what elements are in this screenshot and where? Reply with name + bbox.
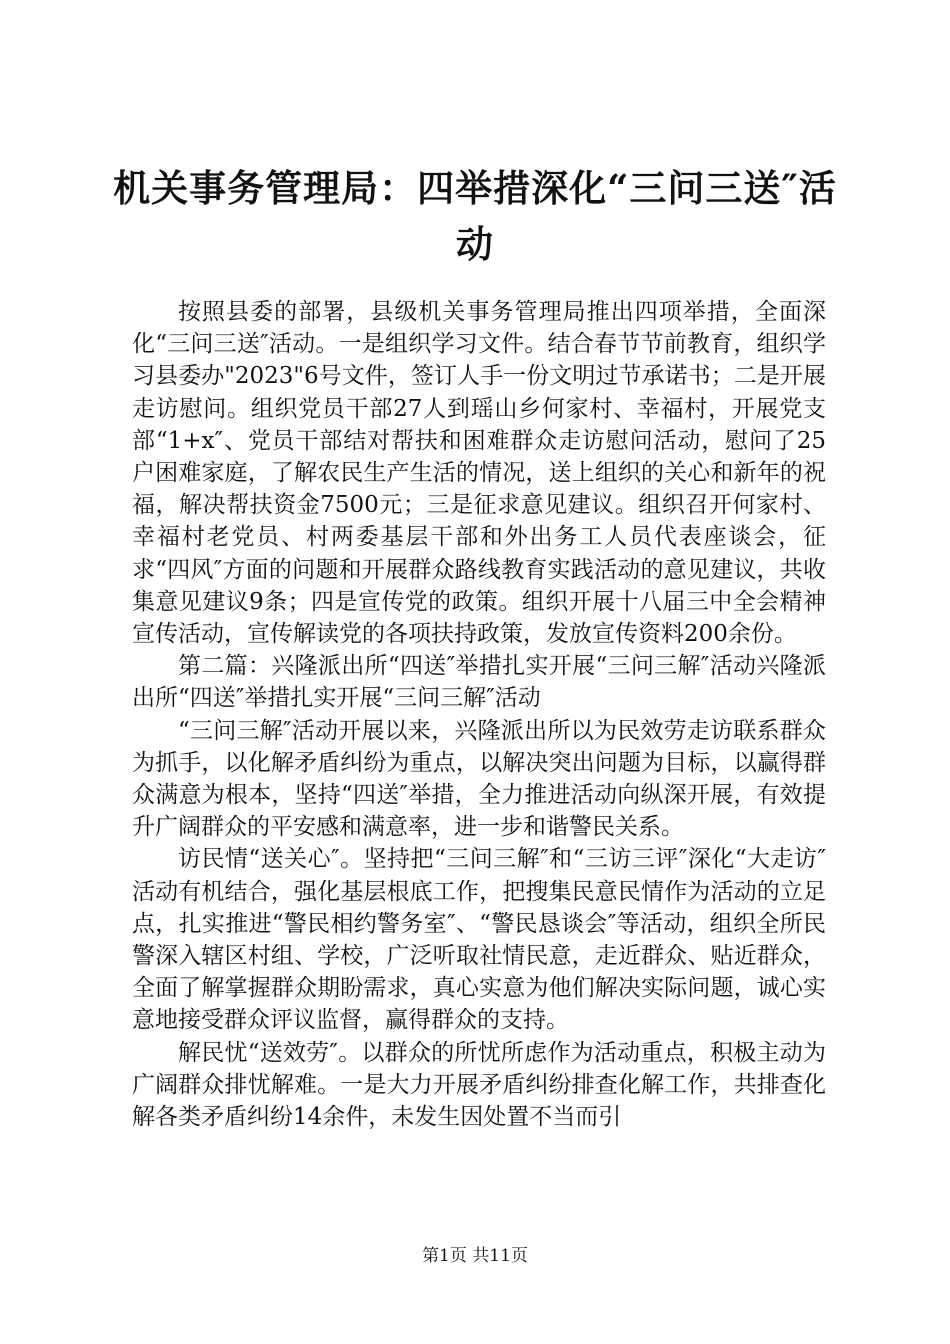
paragraph: 按照县委的部署，县级机关事务管理局推出四项举措，全面深化“三问三送″活动。一是组织学习文件。结合春节节前教育，组织学习县委办"2023"6号文件，签订人手一份文明过节承诺书；二是开展走访慰问。组织党员干部27人到瑶山乡何家村、幸福村，开展党支部“1+x″、党员干部结对帮扶和困难群众走访慰问活动，慰问了25户困难家庭，了解农民生产生活的情况，送上组织的关心和新年的祝福，解决帮扶资金7500元；三是征求意见建议。组织召开何家村、幸福村老党员、村两委基层干部和外出务工人员代表座谈会，征求“四风″方面的问题和开展群众路线教育实践活动的意见建议，共收集意见建议9条；四是宣传党的政策。组织开展十八届三中全会精神宣传活动，宣传解读党的各项扶持政策，发放宣传资料200余份。: [132, 299, 826, 648]
paragraph: 解民忧“送效劳″。以群众的所忧所虑作为活动重点，积极主动为广阔群众排忧解难。一是大力开展矛盾纠纷排查化解工作，共排查化解各类矛盾纠纷14余件，未发生因处置不当而引: [132, 1039, 826, 1131]
paragraph: 第二篇：兴隆派出所“四送″举措扎实开展“三问三解″活动兴隆派出所“四送″举措扎实开展“三问三解″活动: [132, 653, 826, 712]
paragraph: “三问三解″活动开展以来，兴隆派出所以为民效劳走访联系群众为抓手，以化解矛盾纠纷为重点，以解决突出问题为目标，以赢得群众满意为根本，坚持“四送″举措，全力推进活动向纵深开展，有效提升广阔群众的平安感和满意率，进一步和谐警民关系。: [132, 717, 826, 841]
document-title: 机关事务管理局：四举措深化“三问三送″活动: [113, 166, 837, 266]
document-body: [132, 296, 826, 1133]
paragraph: 访民情“送关心″。坚持把“三问三解″和“三访三评″深化“大走访″活动有机结合，强化基层根底工作，把搜集民意民情作为活动的立足点，扎实推进“警民相约警务室″、“警民恳谈会″等活动，组织全所民警深入辖区村组、学校，广泛听取社情民意，走近群众、贴近群众，全面了解掌握群众期盼需求，真心实意为他们解决实际问题，诚心实意地接受群众评议监督，赢得群众的支持。: [132, 846, 826, 1034]
page-number-footer: 第1页 共11页: [422, 1246, 528, 1266]
